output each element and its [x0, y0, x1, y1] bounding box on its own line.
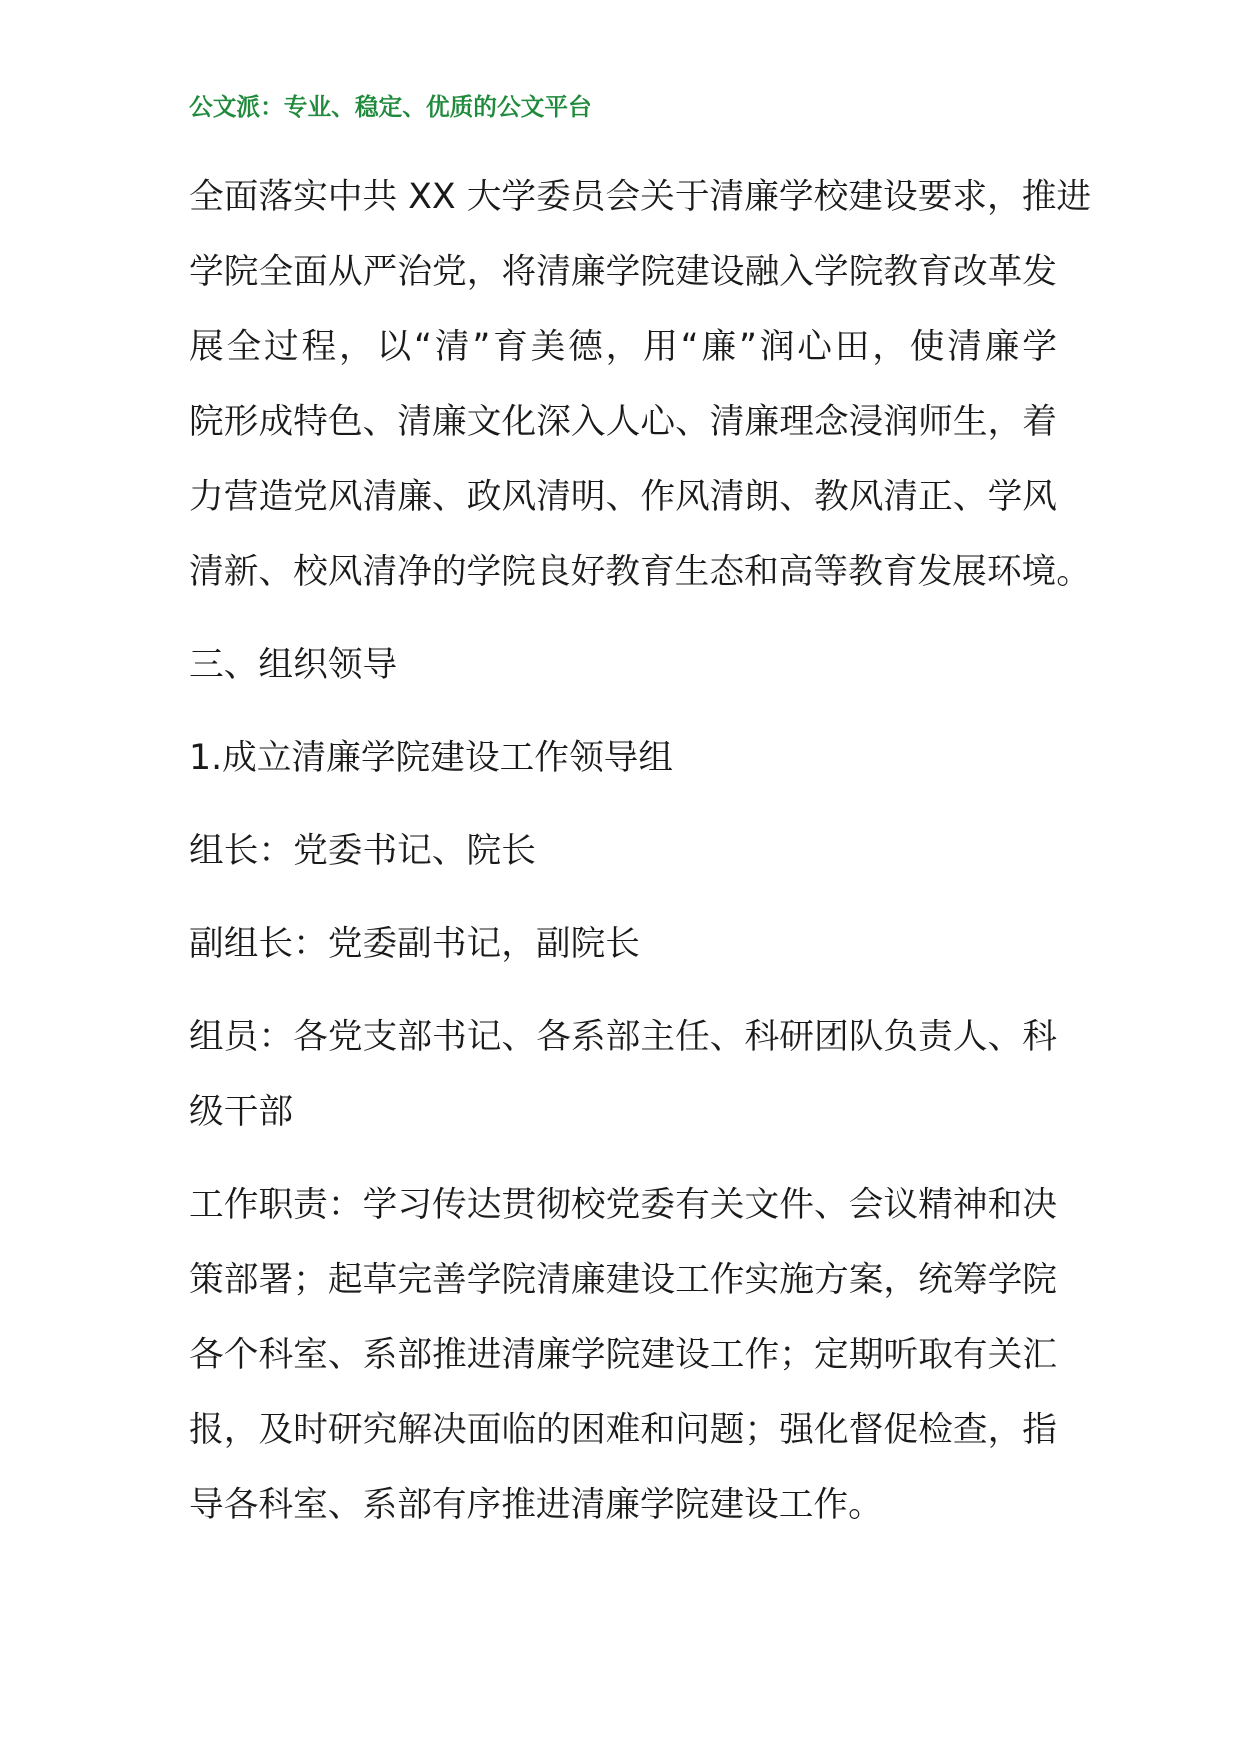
deputy-leader-paragraph	[189, 907, 1057, 982]
members-paragraph	[189, 1000, 1057, 1150]
paragraph-line: 清新、校风清净的学院良好教育生态和高等教育发展环境。	[189, 552, 1091, 592]
paragraph-line: 力营造党风清廉、政风清明、作风清朗、教风清正、学风	[189, 477, 1057, 517]
section-heading-text: 三、组织领导	[189, 645, 398, 685]
duties-paragraph	[189, 1168, 1057, 1543]
paragraph-line: 导各科室、系部有序推进清廉学院建设工作。	[189, 1485, 883, 1525]
paragraph-line: 工作职责：学习传达贯彻校党委有关文件、会议精神和决	[189, 1185, 1057, 1225]
document-body	[189, 160, 1092, 1561]
paragraph-line: 展全过程，以“清”育美德，用“廉”润心田，使清廉学	[189, 327, 1057, 367]
deputy-leader-text: 副组长：党委副书记，副院长	[189, 924, 640, 964]
subheading	[189, 721, 1057, 796]
subheading-text: 1.成立清廉学院建设工作领导组	[189, 738, 674, 778]
paragraph-line: 全面落实中共 XX 大学委员会关于清廉学校建设要求，推进	[189, 177, 1092, 217]
paragraph-line: 级干部	[189, 1092, 294, 1132]
intro-paragraph	[189, 160, 1092, 610]
leader-text: 组长：党委书记、院长	[189, 831, 536, 871]
paragraph-line: 院形成特色、清廉文化深入人心、清廉理念浸润师生，着	[189, 402, 1057, 442]
section-heading	[189, 628, 1057, 703]
paragraph-line: 报，及时研究解决面临的困难和问题；强化督促检查，指	[189, 1410, 1057, 1450]
paragraph-line: 组员：各党支部书记、各系部主任、科研团队负责人、科	[189, 1017, 1057, 1057]
paragraph-line: 各个科室、系部推进清廉学院建设工作；定期听取有关汇	[189, 1335, 1057, 1375]
paragraph-line: 策部署；起草完善学院清廉建设工作实施方案，统筹学院	[189, 1260, 1057, 1300]
paragraph-line: 学院全面从严治党，将清廉学院建设融入学院教育改革发	[189, 252, 1057, 292]
leader-paragraph	[189, 814, 1057, 889]
page-header-brand: 公文派：专业、稳定、优质的公文平台	[189, 93, 592, 121]
